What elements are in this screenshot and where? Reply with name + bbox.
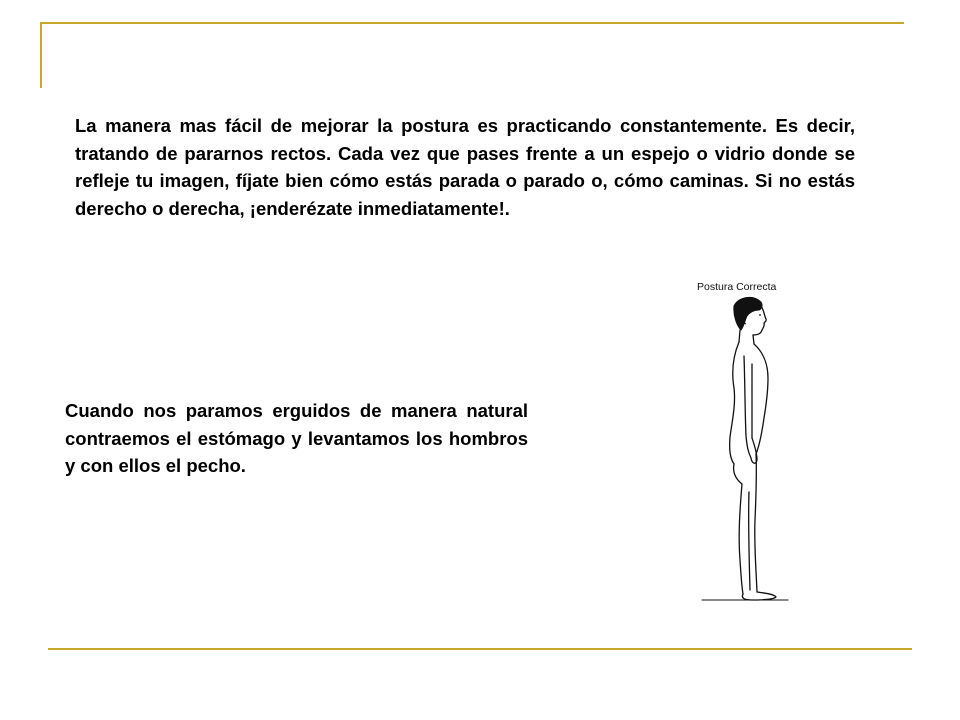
side-paragraph: Cuando nos paramos erguidos de manera natural contraemos el estómago y levantamos los hombros y con ellos el pecho. [65,400,528,476]
figure-caption: Postura Correcta [697,281,777,293]
top-rule [40,22,904,24]
standing-person-illustration-icon [660,272,850,612]
posture-figure [660,272,850,612]
bottom-rule [48,648,912,650]
main-paragraph: La manera mas fácil de mejorar la postura es practicando constantemente. Es decir, tratando de pararnos rectos. Cada vez que pases frente a un espejo o vidrio donde se refleje tu imagen, fíjate bien cómo estás parada o parado o, cómo caminas. Si no estás derecho o derecha, ¡enderézate inmediatamente!. [75,115,855,219]
left-rule [40,22,42,88]
